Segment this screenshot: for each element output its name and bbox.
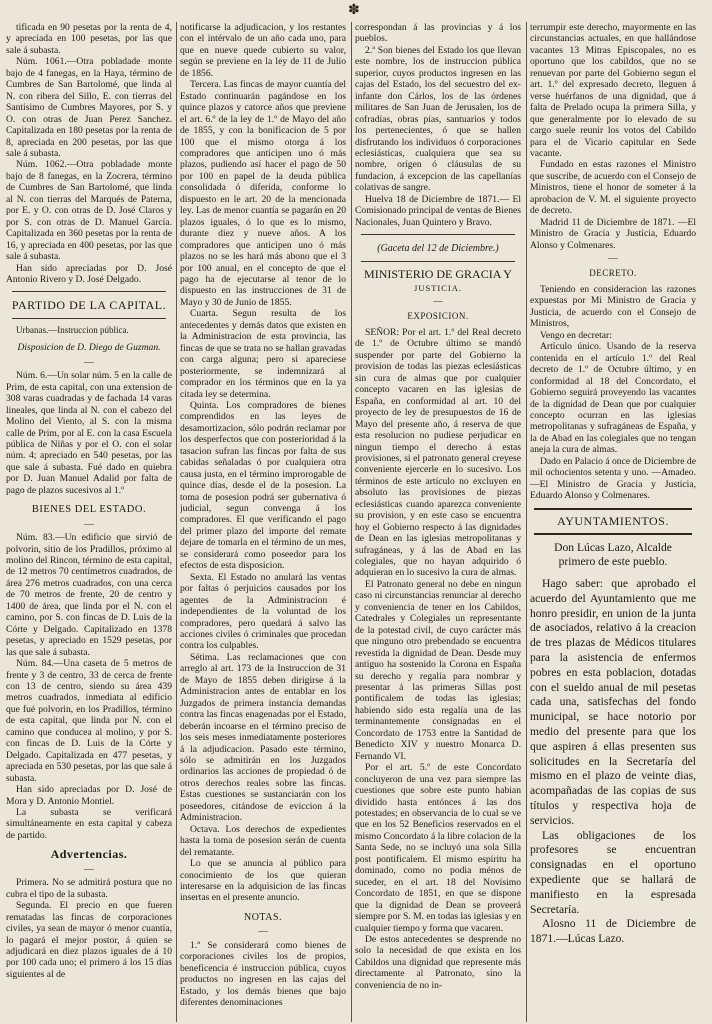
paragraph: Han sido apreciadas por D. José de Mora y D. Antonio Montiel. bbox=[6, 784, 172, 807]
column-divider bbox=[351, 22, 352, 1022]
ministerio-subtitle: JUSTICIA. bbox=[414, 282, 462, 293]
paragraph: Octava. Los derechos de expedientes hasta la toma de posesion serán de cuenta del rematante. bbox=[180, 823, 346, 858]
column-2 bbox=[180, 22, 346, 1020]
subheading-disposicion: Disposicion de D. Diego de Guzman. bbox=[17, 342, 161, 354]
paragraph: Segunda. El precio en que fueren rematadas las fincas de corporaciones civiles, ya sean de mayor ó menor cuantía, lo pagará el mejor postor, á quien se adjudicará en diez plazos iguales de á 10 por 100 cada uno; el primero á los 15 días siguientes al de bbox=[6, 900, 172, 980]
paragraph: Dado en Palacio á once de Diciembre de mil ochocientos setenta y uno. —Amadeo.—El Ministro de Gracia y Justicia, Eduardo Alonso y Colmenares. bbox=[530, 455, 696, 502]
paragraph: 1.ª Se considerará como bienes de corporaciones civiles los de propios, beneficencia é instruccion pública, cuyos productos no ingresen en las cajas del Estado, y los demás bienes que bajo diferentes denominaciones bbox=[180, 939, 346, 1009]
exposicion-title: EXPOSICION. bbox=[407, 310, 469, 321]
divider bbox=[12, 291, 166, 292]
paragraph: Las obligaciones de los profesores se encuentran consignadas en el oportuno expediente que se hallará de manifiesto en la espresada Secretaría. bbox=[530, 828, 696, 916]
divider: — bbox=[433, 296, 443, 308]
paragraph: Han sido apreciadas por D. José Antonio Rivero y D. José Delgado. bbox=[6, 262, 172, 285]
paragraph: tificada en 90 pesetas por la renta de 4, y apreciada en 100 pesetas, por las que sale á subasta. bbox=[6, 22, 172, 56]
column-divider bbox=[526, 22, 527, 1022]
alcalde-heading: Don Lúcas Lazo, Alcalde primero de este pueblo. bbox=[554, 541, 672, 569]
divider: — bbox=[84, 356, 94, 368]
paragraph: 2.ª Son bienes del Estado los que llevan este nombre, los de instruccion pública superior, cuyos productos ingresen en las cajas del Estado, los del secuestro del ex-infante don Cárlos, los de las órdenes militares de San Juan de Jerusalen, los de cofradías, obras pías, santuarios y todos los pertenecientes, ó que se hallen disfrutando los individuos ó corporaciones eclesiásticas, cualquiera que sea su nombre, orígen ó cláusulas de su fundacion, á excepcion de las capellanías colativas de sangre. bbox=[355, 44, 521, 194]
divider bbox=[12, 318, 166, 319]
paragraph: Alosno 11 de Diciembre de 1871.—Lúcas Lazo. bbox=[530, 917, 696, 946]
section-title-bienes: BIENES DEL ESTADO. bbox=[31, 504, 147, 516]
section-title-notas: NOTAS. bbox=[243, 911, 283, 923]
paragraph: Núm. 1061.—Otra pobladade monte bajo de 4 fanegas, en la Haya, término de Cumbres de San Bartolomé, que linda al N. con ribera del Sillo, E. con tierras del Santísimo de Cumbres Mayores, por S. y O. con otras de Juan Perez Sanchez. Capitalizada en 180 pesetas por la renta de 8, apreciada en 200 pesetas, por las que sale á subasta. bbox=[6, 56, 172, 159]
paragraph: Tercera. Las fincas de mayor cuantía del Estado continuarán pagándose en los quince plazos y catorce años que previene el art. 6.º de la ley de 1.º de Mayo del año de 1855, y con la bonificacion de 5 por 100 que el mismo otorga á los compradores que anticipen uno ó más plazos, pudiendo así hacer el pago de 50 por 100 en papel de la deuda pública consolidada ó diferida, conforme lo dispuesto en le art. 20 de la mencionada ley. Las de menor cuantía se pagarán en 20 plazos iguales, ó lo que es lo mismo, durante diez y nueve años. A los compradores que anticipen uno ó más plazos no se les hará más abono que el 3 por 100 anual, en el concepto de que el pago ha de ejecutarse al tenor de lo dispuesto en las instrucciones de 31 de Mayo y 30 de Junio de 1855. bbox=[180, 79, 346, 308]
divider bbox=[534, 508, 692, 510]
paragraph: Sexta. El Estado no anulará las ventas por faltas ó perjuicios causados por los agentes de la Administracion é independientes de la voluntad de los compradores, pero quedará á salvo las acciones civiles ó criminales que procedan contra los culpables. bbox=[180, 571, 346, 652]
paragraph: Sétima. Las reclamaciones que con arreglo al art. 173 de la Instruccion de 31 de Mayo de 1855 deben dirigirse á la Administracion antes de entablar en los Juzgados de primera instancia demandas contra las fincas enagenadas por el Estado, deberán incoarse en el término preciso de los seis meses inmediatamente posteriores á la adjudicacion. Pasado este término, sólo se admitirán en los Juzgados ordinarios las acciones de propiedad ó de otros derechos reales sobre las fincas. Estas cuestiones se sustanciarán con los poseedores, citándose de eviccion á la Administracion. bbox=[180, 651, 346, 824]
column-1 bbox=[6, 22, 172, 1020]
divider bbox=[361, 261, 515, 262]
paragraph: Teniendo en consideracion las razones expuestas por Mi Ministro de Gracia y Justicia, de acuerdo con el Consejo de Ministros, bbox=[530, 283, 696, 330]
divider: — bbox=[84, 863, 94, 875]
paragraph: Núm. 6.—Un solar núm. 5 en la calle de Prim, de esta capital, con una extension de 308 varas cuadradas y de fachada 14 varas lineales, que linda al N. con el cabezo del Molino del Viento, al S. con la misma calle de Prim, por al E. con la casa Escuela pública de Niñas y por el O. con el solar núm. 4; apreciado en 540 pesetas, por las que sale á subasta. Fué dado en quiebra por D. Juan Manuel Adalid por falta de pago de plazos sucesivos al 1.º bbox=[6, 370, 172, 496]
ministerio-title: MINISTERIO DE GRACIA Y bbox=[364, 266, 512, 281]
divider: — bbox=[608, 253, 618, 265]
paragraph: Madrid 11 de Diciembre de 1871. —El Ministro de Gracia y Justicia, Eduardo Alonso y Colmenares. bbox=[530, 216, 696, 251]
paragraph: Vengo en decretar: bbox=[540, 329, 612, 341]
divider: — bbox=[84, 518, 94, 530]
paragraph: Fundado en estas razones el Ministro que suscribe, de acuerdo con el Consejo de Ministros, tiene el honor de someter á la aprobacion de V. M. el siguiente proyecto de decreto. bbox=[530, 159, 696, 217]
column-3 bbox=[355, 22, 521, 1020]
paragraph: Núm. 84.—Una caseta de 5 metros de frente y 3 de centro, 33 de cerca de frente con 13 de centro, siendo su área 439 metros cuadrados, inmediata al edificio que fué polvorin, en los Pradillos, término de esta capital, que linda por N. con el camino que conducea al molino, y por S. con fincas de D. Luis de la Córte y Delgado. Capitalizada en 477 pesetas, y apreciada en 530 pesetas, por las que sale á subasta. bbox=[6, 658, 172, 784]
paragraph: SEÑOR: Por el art. 1.º del Real decreto de 1.º de Octubre último se mandó suspender por parte del Gobierno la provision de todas las piezas eclesiásticas sin cura de almas que por cualquier concepto vacaren en las iglesias de España, en conformidad al art. 10 del proyecto de ley de presupuestos de 16 de Mayo del presente año, á reserva de que esta resolucion no pudiese perjudicar en ningun tiempo el derecho á estas provisiones, si el patronato general creyese conveniente ejercerle en lo sucesivo. Los términos de este artículo no excluyen en absoluto las provisiones de piezas eclesiásticas cuando aparezca conveniente su provision, y en este caso se encuentra hoy el Gobierno respecto á las dignidades de Dean en las iglesias metropolitanas y sufragáneas, y á las de Abad en las colegiales, que no hayan adquirido ó adquieran en lo sucesivo la cura de almas. bbox=[355, 326, 521, 579]
paragraph: terrumpir este derecho, mayormente en las circunstancias actuales, en que hallándose vacantes 13 Mitras Episcopales, no es oportuno que los cabildos, que no se renuevan por parte del Gobierno segun el art. 1.º del expresado decreto, lleguen á verse huérfanos de una dignidad, que á falta de Prelado ocupa la primera Silla, y que generalmente por lo elevado de su cargo suele reunir los votos del Cabildo para el de Vicario capitular en Sede vacante. bbox=[530, 22, 696, 159]
gaceta-dateline: (Gaceta del 12 de Diciembre.) bbox=[377, 243, 499, 255]
paragraph: Por el art. 5.º de este Concordato concluyeron de una vez para siempre las cuestiones que sobre este punto habian dividido hasta entónces á las dos potestades; en observancia de lo cual se ve que en los 52 Beneficios reservados en el mismo Concordato á la libre colacion de la Santa Sede, no se incluyó una sola Silla post pontificalem. El mismo espíritu ha dominado, como no podia ménos de suceder, en el art. 18 del Novísimo Concordato de 1851, en que se dispone que la dignidad de Dean se proveerá siempre por S. M. en todas las iglesias y en cualquier tiempo y forma que vacaren. bbox=[355, 762, 521, 934]
subheading-urbanas: Urbanas.—Instruccion pública. bbox=[16, 324, 129, 335]
paragraph: Núm. 1062.—Otra pobladade monte bajo de 8 fanegas, en la Zocrera, término de Cumbres de San Bartolomé, que linda al N. con tierras del Marqués de Paterna, por E. y O. con otras de D. José Claros y por S. con otras de D. Manuel García. Capitalizada en 360 pesetas por la renta de 16, y apreciada en 400 pesetas, por las que sale á subasta. bbox=[6, 159, 172, 263]
paragraph: Quinta. Los compradores de bienes comprendidos en las leyes de desamortizacion, sólo podrán reclamar por los desperfectos que con posterioridad á la tasacion sufran las fincas por falta de sus cabidas señaladas ó por cualquiera otra causa justa, en el término improrogable de quince días, desde el de la posesion. La toma de posesion podrá ser gubernativa ó judicial, segun convenga á los compradores. El que verificando el pago del primer plazo del importe del remate dejare de tomarla en el término de un mes, se considerará como poseedor para los efectos de esta disposicion. bbox=[180, 399, 346, 572]
paragraph: El Patronato general no debe en ningun caso ni circunstancias renunciar al derecho y conveniencia de tener en los Cabildos, Catedrales y Colegiales un representante de la potestad civil, de cuyo carácter más que ninguno otro prebendado se encuentra revestida la dignidad de Dean. Desde muy antiguo ha sostenido la Corona en España su derecho y regalía para nombrar y presentar á las primeras Sillas post pontificalem de todas las iglesias; habiendo sido esta regalía una de las terminantemente consignadas en el Concordato de 1753 entre la Santidad de Benedicto XIV y nuestro Monarca D. Fernando VI. bbox=[355, 578, 521, 762]
paragraph: Huelva 18 de Diciembre de 1871.— El Comisionado principal de ventas de Bienes Nacionales, Juan Quintero y Bravo. bbox=[355, 193, 521, 228]
divider bbox=[534, 533, 692, 535]
divider bbox=[361, 234, 515, 235]
decreto-title: DECRETO. bbox=[589, 267, 637, 278]
paragraph: Hago saber: que aprobado el acuerdo del Ayuntamiento que me honro presidir, en union de la junta de asociados, relativo á la creacion de tres plazas de Médicos titulares para la asistencia de enfermos pobres en esta poblacion, dotadas con el sueldo anual de mil pesetas cada una, satisfechas del fondo municipal, se hace notorio por medio del presente para que los que aspiren á ellas presenten sus solicitudes en la Secretaría del mismo en el plazo de veinte dias, acompañadas de las copias de sus títulos y respectiva hoja de servicios. bbox=[530, 577, 696, 827]
section-title-ayuntamientos: AYUNTAMIENTOS. bbox=[557, 513, 669, 528]
paragraph: Núm. 83.—Un edificio que sirvió de polvorin, sitio de los Pradillos, próximo al molino del Rincon, término de esta capital, de 12 metros 70 centímetros cuadrados, de área 276 metros cuadrados, con una cerca de 70 metros de frente, 20 de centro y 1400 de área, que linda por el N. con el camino, por S. con fincas de D. Luis de la Córte y Delgado. Capitalizado en 1378 pesetas, y apreciado en 1529 pesetas, por las que sale á subasta. bbox=[6, 532, 172, 658]
paragraph: La subasta se verificará simultáneamente en esta capital y cabeza de partido. bbox=[6, 807, 172, 841]
paragraph: Artículo único. Usando de la reserva contenida en el artículo 1.º del Real decreto de 1.º de Octubre último, y en conformidad al 18 del Concordato, el Gobierno seguirá proveyendo las vacantes de la dignidad de Dean que por cualquier concepto ocurran en las iglesias metropolitanas y sufragáneas de España, y la de Abad en las colegiales que no tengan aneja la cura de almas. bbox=[530, 341, 696, 456]
paragraph: notificarse la adjudicacion, y los restantes con el intérvalo de un año cada uno, para que en nueve quede cubierto su valor, según se previene en la ley de 11 de Julio de 1856. bbox=[180, 22, 346, 79]
alcalde-notice bbox=[530, 577, 696, 947]
divider: — bbox=[258, 926, 268, 938]
paragraph: Lo que se anuncia al público para conocimiento de los que quieran interesarse en la adquisicion de las fincas insertas en el presente anuncio. bbox=[180, 858, 346, 904]
paragraph: correspondan á las provincias y á los pueblos. bbox=[355, 22, 521, 45]
column-divider bbox=[176, 22, 177, 1022]
column-4 bbox=[530, 22, 696, 1020]
paragraph: Primera. No se admitirá postura que no cubra el tipo de la subasta. bbox=[6, 877, 172, 900]
section-title-partido: PARTIDO DE LA CAPITAL. bbox=[11, 298, 167, 313]
paragraph: Cuarta. Segun resulta de los antecedentes y demás datos que existen en la Administracion de esta provincia, las fincas de que se trata no se hallan gravadas con carga alguna; pero si apareciese posteriormente, se indemnizará al comprador en los términos que en la ya citada ley se determina. bbox=[180, 308, 346, 400]
section-title-advertencias: Advertencias. bbox=[50, 847, 128, 862]
header-ornament-icon: ✽ bbox=[348, 3, 360, 18]
paragraph: De estos antecedentes se desprende no solo la necesidad de que exista en los Cabildos una dignidad que represente más directamente al Patronato, sino la conveniencia de no in- bbox=[355, 933, 521, 991]
